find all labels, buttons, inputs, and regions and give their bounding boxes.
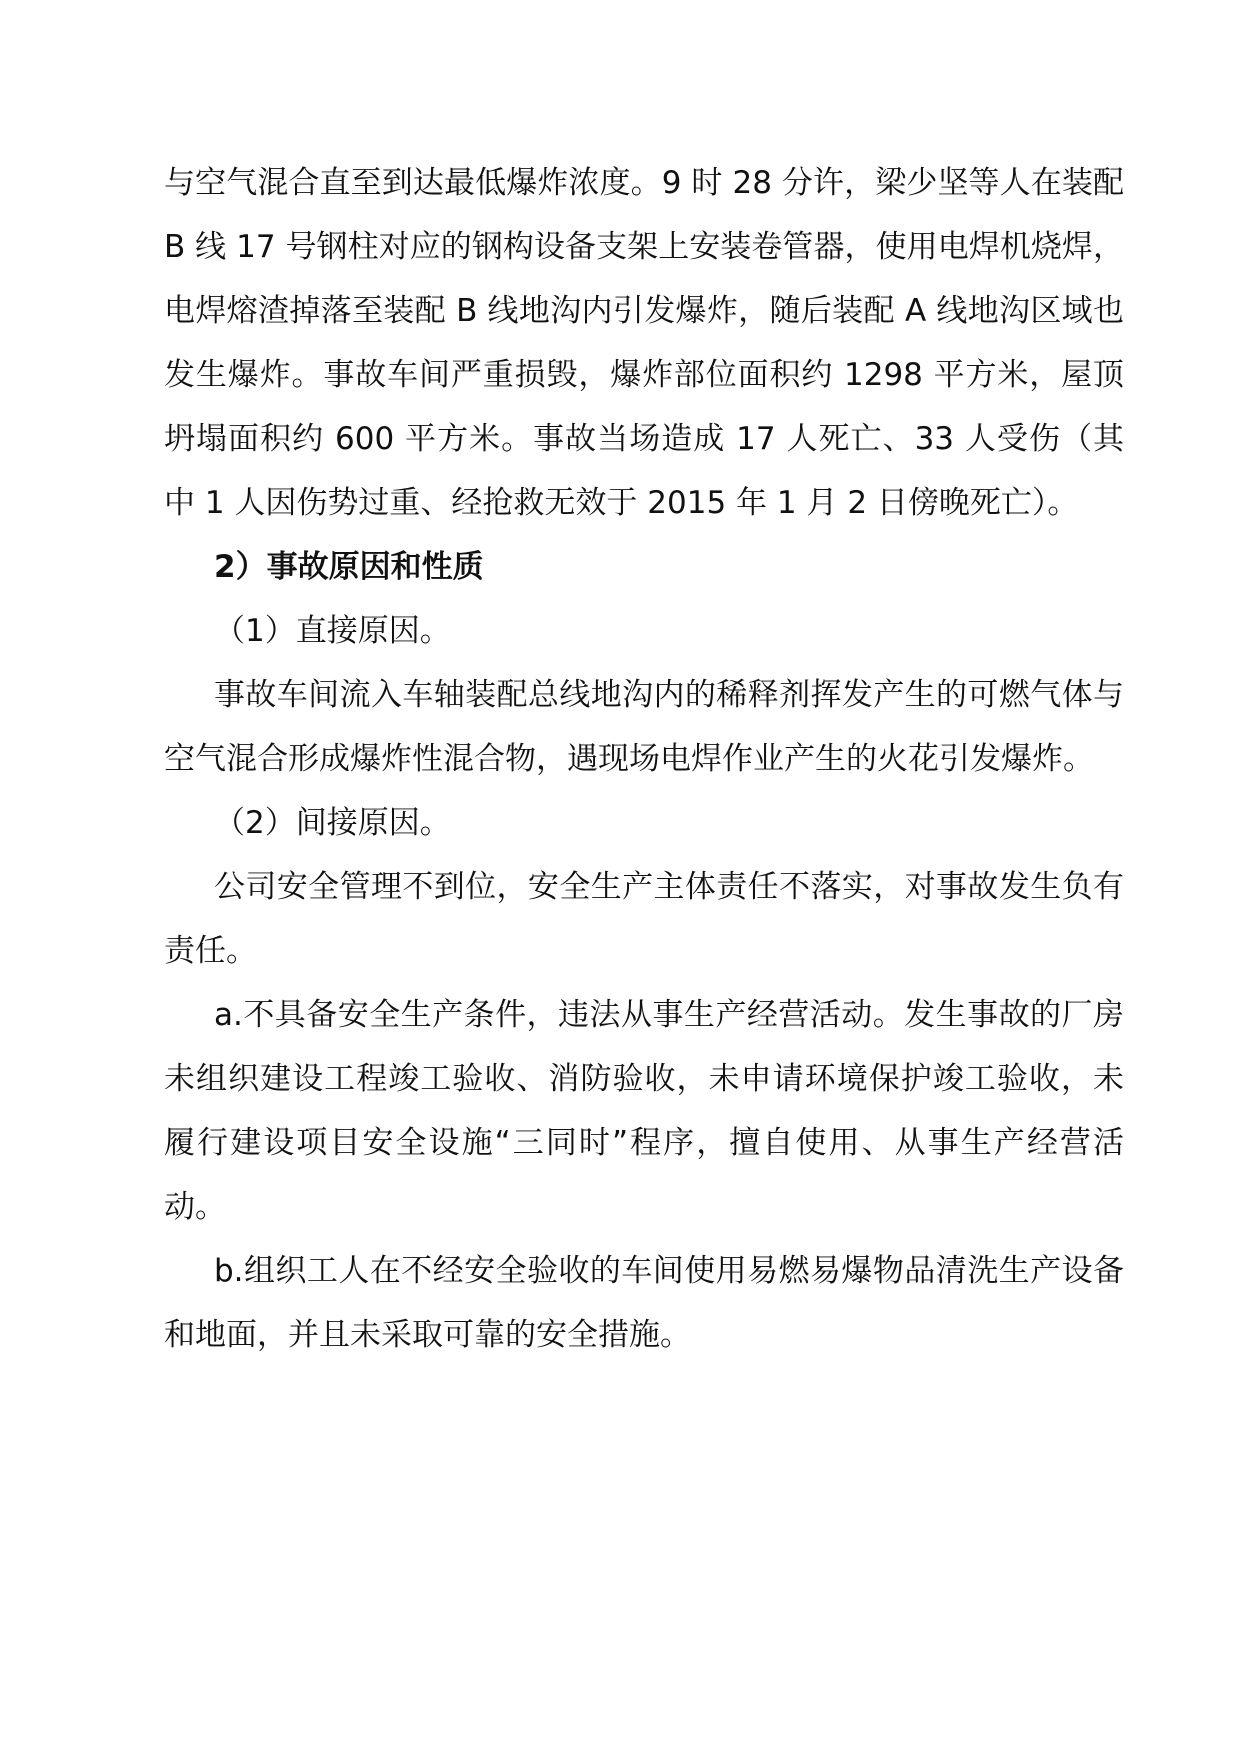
paragraph-indirect-cause-b: b.组织工人在不经安全验收的车间使用易燃易爆物品清洗生产设备和地面，并且未采取可靠的安全措施。 (164, 1253, 1124, 1353)
paragraph-indirect-cause-a: a.不具备安全生产条件，违法从事生产经营活动。发生事故的厂房未组织建设工程竣工验收、消防验收，未申请环境保护竣工验收，未履行建设项目安全设施“三同时”程序，擅自使用、从事生产经营活动。 (164, 997, 1124, 1225)
paragraph-direct-cause: 事故车间流入车轴装配总线地沟内的稀释剂挥发产生的可燃气体与空气混合形成爆炸性混合物，遇现场电焊作业产生的火花引发爆炸。 (164, 677, 1124, 777)
subheading-direct-cause: （1）直接原因。 (214, 613, 451, 649)
subheading-indirect-cause: （2）间接原因。 (214, 805, 451, 841)
paragraph-accident-process: 与空气混合直至到达最低爆炸浓度。9 时 28 分许，梁少坚等人在装配 B 线 17 号钢柱对应的钢构设备支架上安装卷管器，使用电焊机烧焊，电焊熔渣掉落至装配 B 线地沟内引发爆炸，随后装配 A 线地沟区域也发生爆炸。事故车间严重损毁，爆炸部位面积约 1298 平方米，屋顶坍塌面积约 600 平方米。事故当场造成 17 人死亡、33 人受伤（其中 1 人因伤势过重、经抢救无效于 2015 年 1 月 2 日傍晚死亡）。 (164, 165, 1124, 521)
paragraph-indirect-cause-summary: 公司安全管理不到位，安全生产主体责任不落实，对事故发生负有责任。 (164, 869, 1124, 969)
section-heading-cause-and-nature: 2）事故原因和性质 (214, 549, 484, 585)
document-page (164, 151, 1124, 1367)
